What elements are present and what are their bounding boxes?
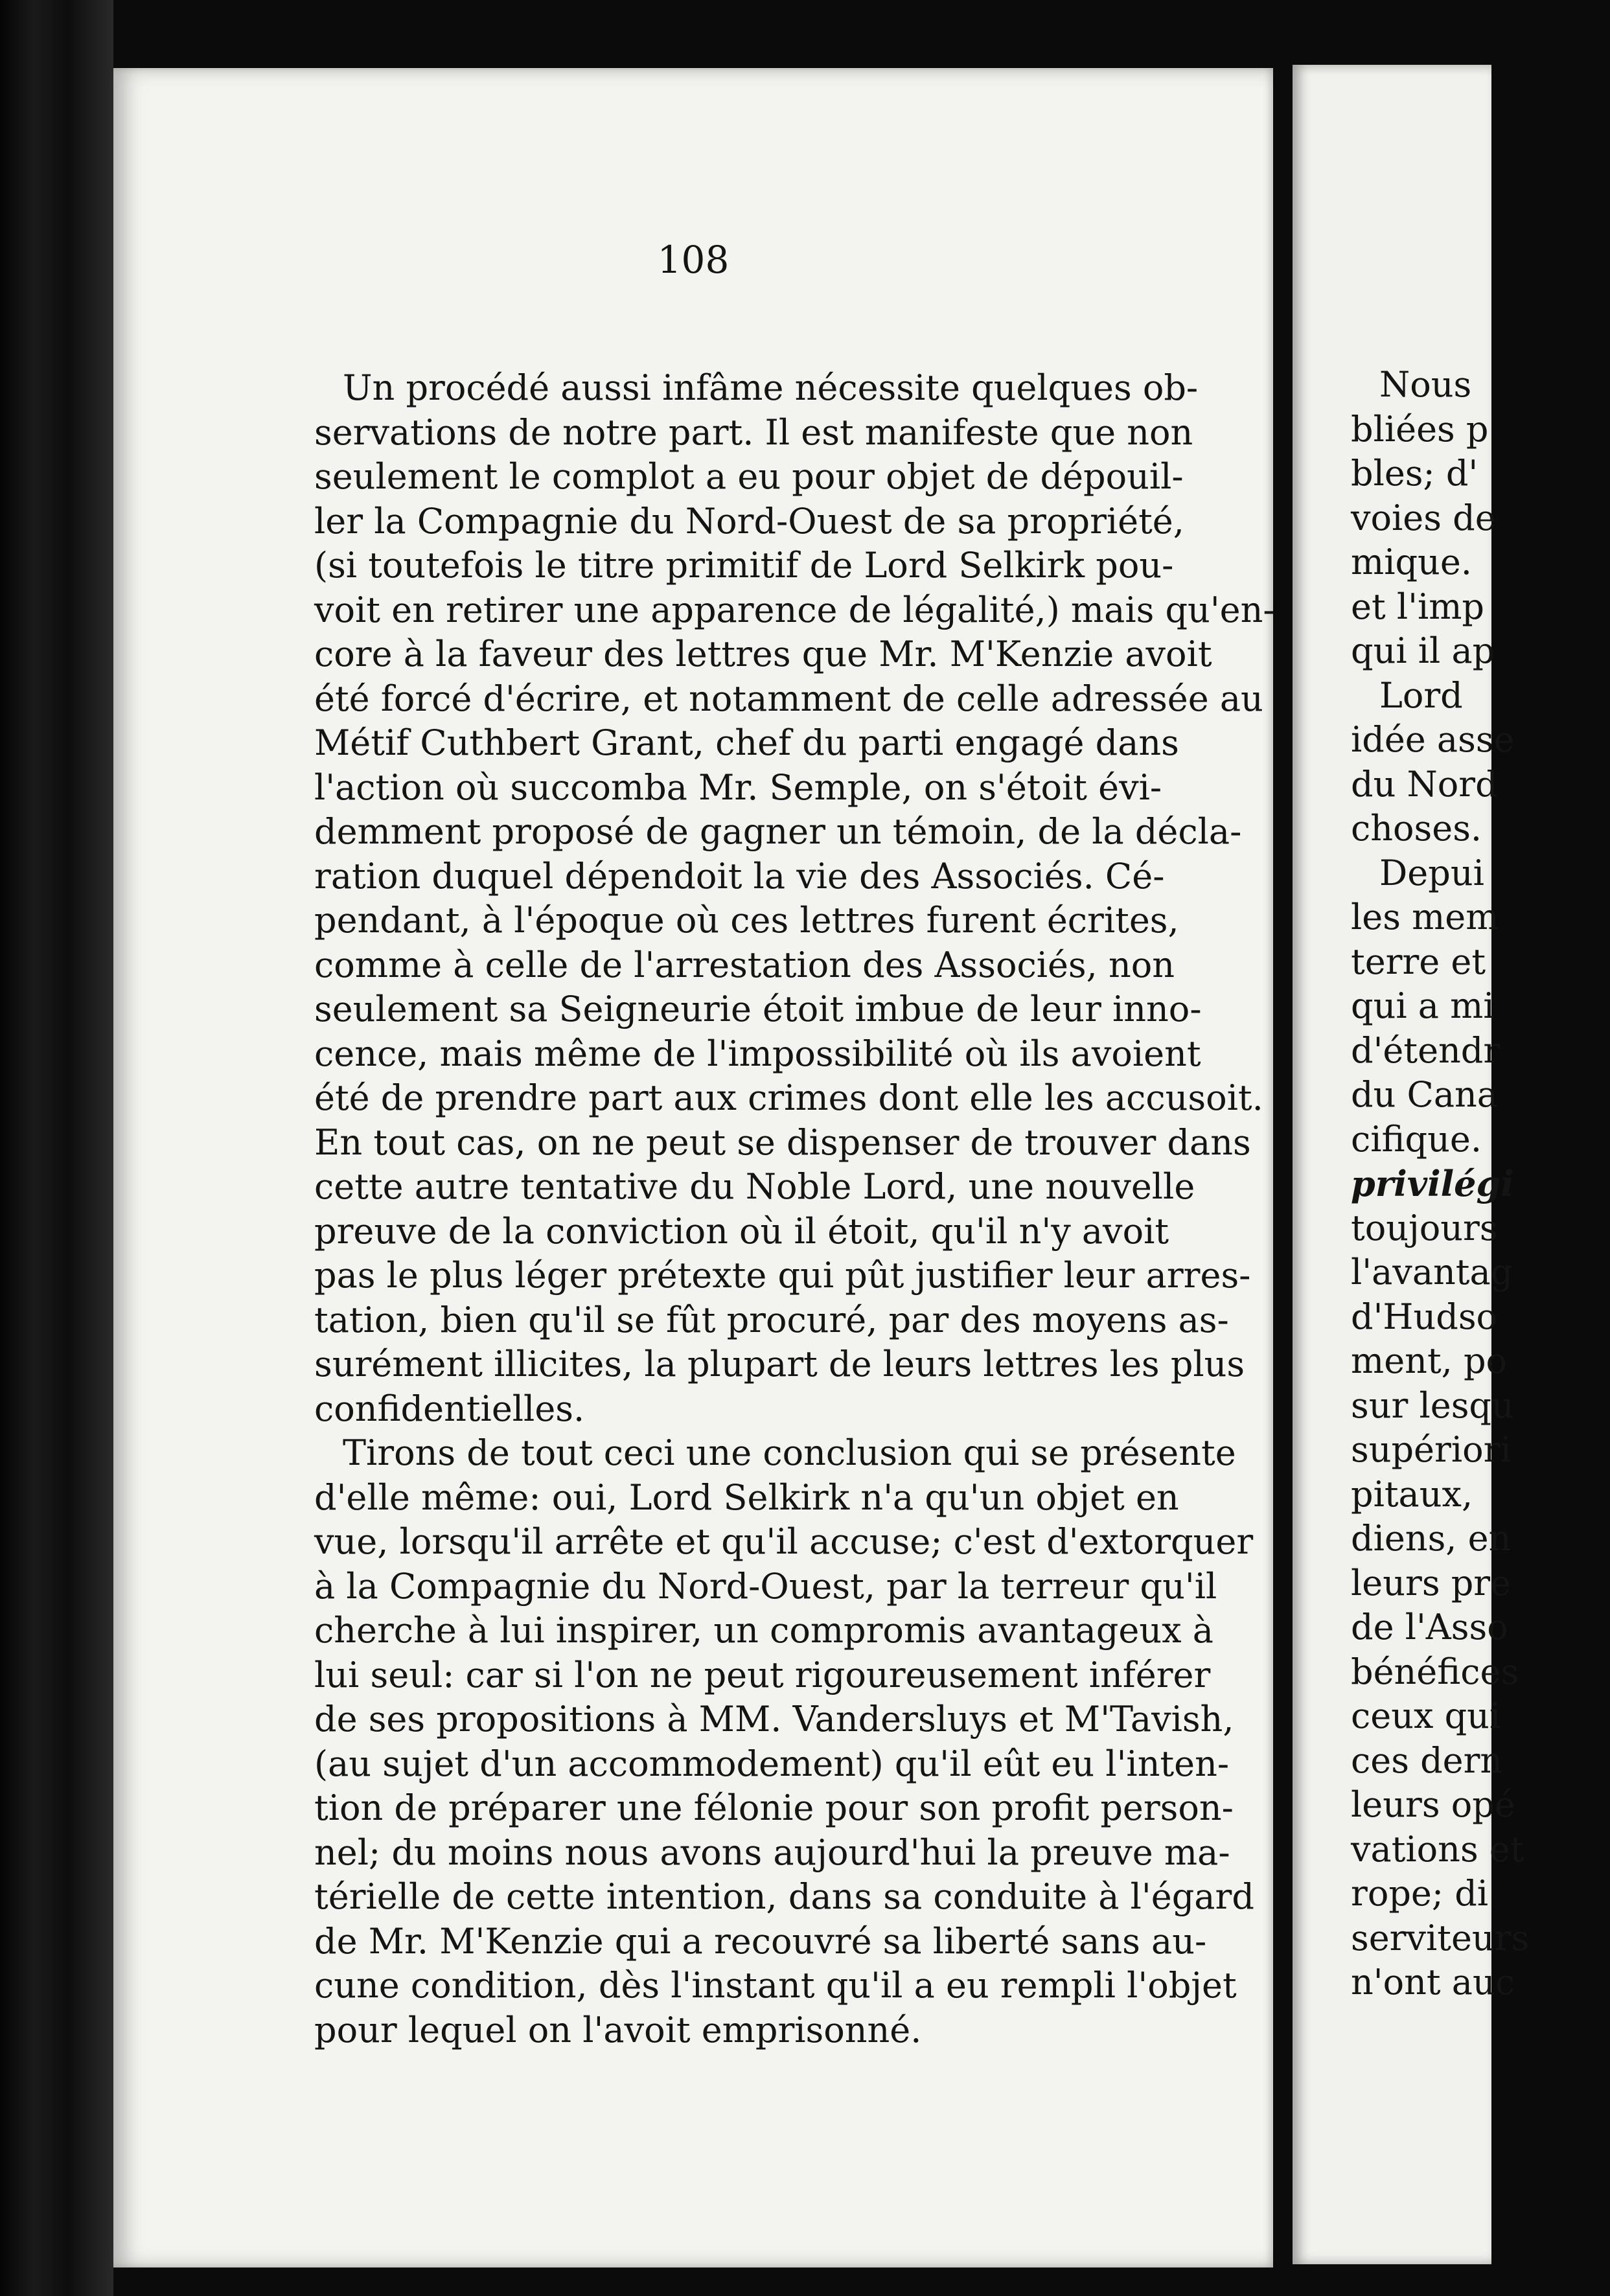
right-page-line: n'ont auc — [1351, 1962, 1515, 2003]
right-page-line: cifique. — [1351, 1118, 1482, 1160]
right-page-line: idée asse — [1351, 719, 1515, 760]
right-page-line: sur lesqu — [1351, 1384, 1514, 1426]
paragraph-1-line: preuve de la conviction où il étoit, qu'il n'y avoit — [314, 1210, 1169, 1252]
paragraph-1-line: été forcé d'écrire, et notamment de celle adressée au — [314, 678, 1263, 719]
right-page-line: terre et — [1351, 941, 1486, 982]
paragraph-2-line: de ses propositions à MM. Vandersluys et M'Tavish, — [314, 1699, 1234, 1739]
right-page-line: serviteurs — [1351, 1917, 1530, 1958]
paragraph-1-line: ration duquel dépendoit la vie des Associés. Cé- — [314, 855, 1165, 897]
right-page-line: qui a mi — [1351, 985, 1495, 1026]
paragraph-2-line: cune condition, dès l'instant qu'il a eu rempli l'objet — [314, 1965, 1237, 2006]
right-page-line: voies de — [1351, 497, 1496, 538]
paragraph-2-line: d'elle même: oui, Lord Selkirk n'a qu'un objet en — [314, 1476, 1179, 1518]
paragraph-2-line: à la Compagnie du Nord-Ouest, par la terreur qu'il — [314, 1565, 1217, 1607]
right-page-line: qui il ap — [1351, 630, 1495, 671]
right-page-line: les mem — [1351, 897, 1499, 937]
paragraph-1-line: En tout cas, on ne peut se dispenser de trouver dans — [314, 1121, 1251, 1163]
right-page-line: Depui — [1379, 852, 1484, 893]
right-page-line: bles; d' — [1351, 453, 1478, 494]
paragraph-1 — [314, 366, 1305, 1431]
paragraph-2-line: nel; du moins nous avons aujourd'hui la preuve ma- — [314, 1831, 1230, 1873]
paragraph-1-line: seulement le complot a eu pour objet de dépouil- — [314, 456, 1184, 497]
paragraph-1-line: (si toutefois le titre primitif de Lord Selkirk pou- — [314, 545, 1174, 586]
right-page-line: bliées p — [1351, 408, 1489, 450]
right-page-line: du Cana — [1351, 1074, 1498, 1115]
paragraph-1-line: core à la faveur des lettres que Mr. M'Kenzie avoit — [314, 634, 1212, 674]
right-page-line: Nous — [1379, 364, 1472, 405]
page-number: 108 — [657, 238, 730, 282]
right-page-line: ces dern — [1351, 1739, 1503, 1781]
right-page-line: diens, en — [1351, 1518, 1512, 1559]
right-page-fragment — [1293, 65, 1530, 2264]
right-page-line: leurs opé — [1351, 1784, 1515, 1825]
paragraph-1-line: l'action où succomba Mr. Semple, on s'étoit évi- — [314, 766, 1162, 808]
right-page-line: choses. — [1351, 808, 1482, 849]
paragraph-2-line: pour lequel on l'avoit emprisonné. — [314, 2009, 922, 2050]
paragraph-1-line: cence, mais même de l'impossibilité où ils avoient — [314, 1033, 1201, 1074]
right-page-line: d'Hudso — [1351, 1296, 1498, 1337]
paragraph-2-line: cherche à lui inspirer, un compromis avantageux à — [314, 1610, 1213, 1651]
paragraph-1-line: comme à celle de l'arrestation des Associés, non — [314, 944, 1175, 985]
paragraph-1-line: tation, bien qu'il se fût procuré, par des moyens as- — [314, 1299, 1229, 1340]
paragraph-2-line: térielle de cette intention, dans sa conduite à l'égard — [314, 1876, 1254, 1917]
paragraph-2-line: vue, lorsqu'il arrête et qu'il accuse; c'est d'extorquer — [314, 1521, 1254, 1562]
right-page-line: toujours — [1351, 1207, 1498, 1248]
paragraph-2-line: lui seul: car si l'on ne peut rigoureusement inférer — [314, 1654, 1211, 1695]
right-page-line: bénéfices — [1351, 1651, 1519, 1692]
right-page-line: de l'Asso — [1351, 1607, 1508, 1647]
right-page-line: mique. — [1351, 542, 1472, 582]
right-page-line: privilégi — [1351, 1163, 1514, 1204]
right-page-line: Lord — [1379, 674, 1463, 716]
paragraph-1-line: voit en retirer une apparence de légalité,) mais qu'en- — [314, 589, 1275, 630]
paragraph-1-line: servations de notre part. Il est manifeste que non — [314, 411, 1193, 453]
right-page-line: ceux qui — [1351, 1695, 1501, 1736]
right-page-line: vations et — [1351, 1828, 1524, 1870]
paragraph-1-line: pas le plus léger prétexte qui pût justifier leur arres- — [314, 1255, 1251, 1296]
paragraph-2-line: tion de préparer une félonie pour son profit person- — [314, 1787, 1234, 1828]
right-page-line: l'avantag — [1351, 1252, 1513, 1292]
paragraph-1-line: cette autre tentative du Noble Lord, une nouvelle — [314, 1166, 1195, 1207]
left-page — [113, 68, 1273, 2267]
paragraph-1-line: pendant, à l'époque où ces lettres furent écrites, — [314, 900, 1179, 941]
paragraph-2-line: de Mr. M'Kenzie qui a recouvré sa liberté sans au- — [314, 1920, 1207, 1962]
body-text — [314, 366, 1305, 2052]
paragraph-1-line: seulement sa Seigneurie étoit imbue de leur inno- — [314, 989, 1202, 1029]
right-page-line: d'étendr — [1351, 1029, 1501, 1071]
paragraph-2-line: Tirons de tout ceci une conclusion qui se présente — [343, 1432, 1236, 1473]
right-page-line: ment, po — [1351, 1340, 1508, 1381]
binding-gutter — [0, 0, 113, 2296]
paragraph-1-line: surément illicites, la plupart de leurs lettres les plus — [314, 1344, 1245, 1384]
paragraph-1-line: été de prendre part aux crimes dont elle les accusoit. — [314, 1077, 1263, 1118]
right-page-text — [1351, 363, 1610, 2005]
paragraph-1-line: ler la Compagnie du Nord-Ouest de sa propriété, — [314, 500, 1184, 542]
right-page-line: pitaux, — [1351, 1473, 1473, 1515]
right-page-line: rope; di — [1351, 1873, 1489, 1914]
right-page-line: supériori — [1351, 1429, 1512, 1470]
paragraph-1-line: demment proposé de gagner un témoin, de la décla- — [314, 811, 1242, 852]
paragraph-1-line: Métif Cuthbert Grant, chef du parti engagé dans — [314, 722, 1179, 763]
paragraph-1-line: confidentielles. — [314, 1388, 585, 1429]
right-page-line: du Nord — [1351, 763, 1498, 805]
paragraph-2-line: (au sujet d'un accommodement) qu'il eût eu l'inten- — [314, 1743, 1230, 1784]
paragraph-1-line: Un procédé aussi infâme nécessite quelques ob- — [343, 367, 1199, 408]
paragraph-2 — [314, 1431, 1305, 2052]
right-page-line: et l'imp — [1351, 586, 1484, 627]
right-page-line: leurs pre — [1351, 1562, 1512, 1603]
